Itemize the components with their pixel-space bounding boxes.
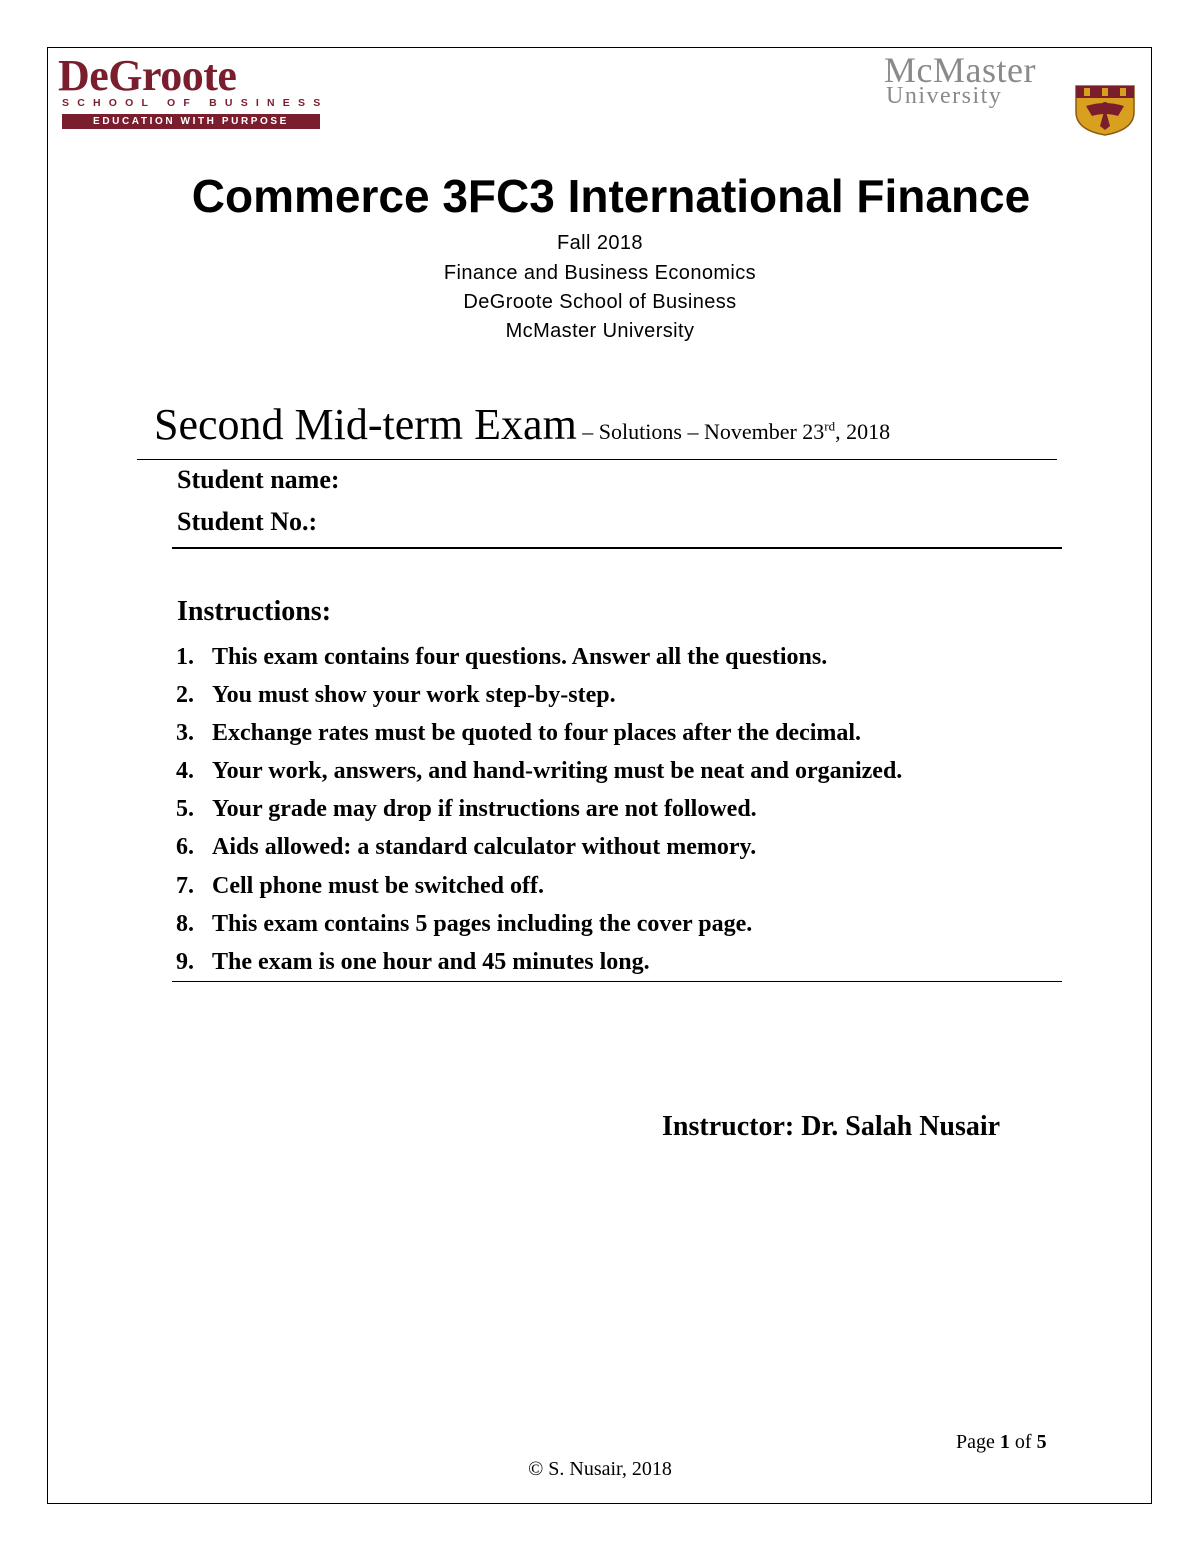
exam-heading [154, 400, 890, 460]
exam-date-suffix: rd [824, 418, 836, 434]
term: Fall 2018 [557, 232, 643, 254]
instructions-title: Instructions: [177, 596, 332, 627]
student-name-label: Student name: [177, 465, 340, 494]
course-title: Commerce 3FC3 International Finance [191, 170, 1031, 222]
exam-separator: – [681, 419, 704, 444]
student-divider [172, 547, 1062, 549]
exam-date-year: , 2018 [835, 419, 891, 444]
instructions-divider [172, 981, 1062, 982]
school-name: DeGroote School of Business [463, 291, 737, 313]
crest-icon [1072, 84, 1138, 136]
list-item: 8. This exam contains 5 pages including the cover page. [176, 910, 753, 937]
degroote-logo-wordmark: DeGroote [58, 51, 237, 100]
list-item: 7. Cell phone must be switched off. [176, 872, 545, 899]
exam-date-month-day: November 23 [703, 419, 825, 444]
list-item: 5. Your grade may drop if instructions are not followed. [176, 796, 757, 823]
page-current: 1 [999, 1431, 1010, 1453]
degroote-logo-tagline: EDUCATION WITH PURPOSE [62, 114, 320, 129]
list-item: 4. Your work, answers, and hand-writing must be neat and organized. [176, 758, 903, 785]
list-item: 2. You must show your work step-by-step. [176, 682, 616, 709]
list-item: 6. Aids allowed: a standard calculator without memory. [176, 834, 757, 861]
page-total: 5 [1036, 1431, 1047, 1453]
exam-name: Second Mid-term Exam [154, 400, 577, 449]
instructor: Instructor: Dr. Salah Nusair [662, 1111, 1001, 1142]
mcmaster-logo-university: University [886, 83, 1003, 109]
list-item: 3. Exchange rates must be quoted to four places after the decimal. [176, 720, 862, 747]
copyright: © S. Nusair, 2018 [528, 1458, 672, 1480]
exam-separator: – [576, 419, 599, 444]
department: Finance and Business Economics [443, 262, 757, 284]
list-item: 1. This exam contains four questions. Answer all the questions. [176, 644, 828, 670]
exam-date [704, 419, 890, 444]
university-name: McMaster University [505, 320, 695, 342]
page-number: Page 1 of 5 [956, 1431, 1047, 1453]
instructions-list [176, 638, 1076, 981]
mcmaster-logo-wordmark: McMaster [884, 50, 1036, 90]
heading-divider [137, 459, 1057, 460]
degroote-logo-school: SCHOOL OF BUSINESS [62, 97, 329, 109]
student-number-label: Student No.: [177, 507, 318, 536]
list-item: 9. The exam is one hour and 45 minutes long. [176, 948, 650, 975]
exam-kind: Solutions [598, 419, 682, 444]
